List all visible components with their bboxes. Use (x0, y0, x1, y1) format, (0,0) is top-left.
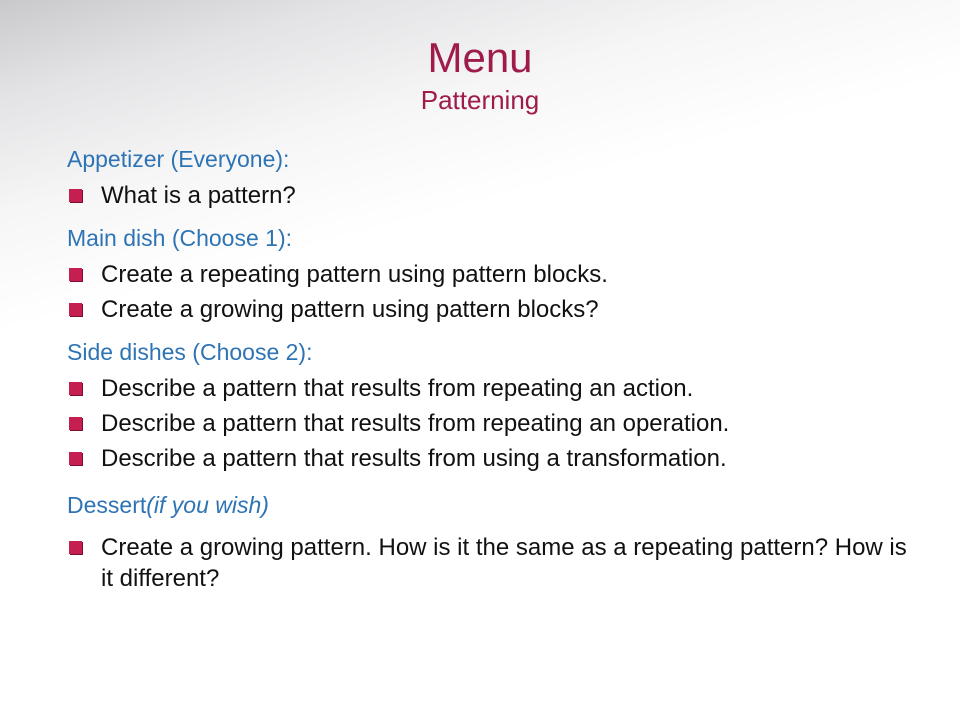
slide-subtitle: Patterning (420, 85, 540, 115)
square-bullet-icon (69, 303, 82, 316)
square-bullet-icon (69, 452, 82, 465)
list-item: Describe a pattern that results from repeating an operation. (67, 408, 907, 439)
section-heading-appetizer: Appetizer (Everyone): (67, 146, 290, 172)
list-item: Describe a pattern that results from repeating an action. (67, 373, 907, 404)
list-item: Describe a pattern that results from using a transformation. (67, 443, 907, 474)
menu-content (67, 142, 907, 598)
square-bullet-icon (69, 189, 82, 202)
list-item: Create a growing pattern. How is it the same as a repeating pattern? How is it different? (67, 532, 907, 594)
section-heading-dessert: Dessert(if you wish) (67, 492, 269, 518)
square-bullet-icon (69, 382, 82, 395)
list-item: Create a repeating pattern using pattern blocks. (67, 259, 907, 290)
list-item: What is a pattern? (67, 180, 907, 211)
section-heading-side-dishes: Side dishes (Choose 2): (67, 339, 313, 365)
section-heading-main-dish: Main dish (Choose 1): (67, 225, 292, 251)
title-block (0, 34, 960, 116)
square-bullet-icon (69, 268, 82, 281)
square-bullet-icon (69, 417, 82, 430)
square-bullet-icon (69, 541, 82, 554)
slide-title: Menu (427, 34, 533, 81)
list-item: Create a growing pattern using pattern blocks? (67, 294, 907, 325)
dessert-note: (if you wish) (146, 492, 269, 518)
